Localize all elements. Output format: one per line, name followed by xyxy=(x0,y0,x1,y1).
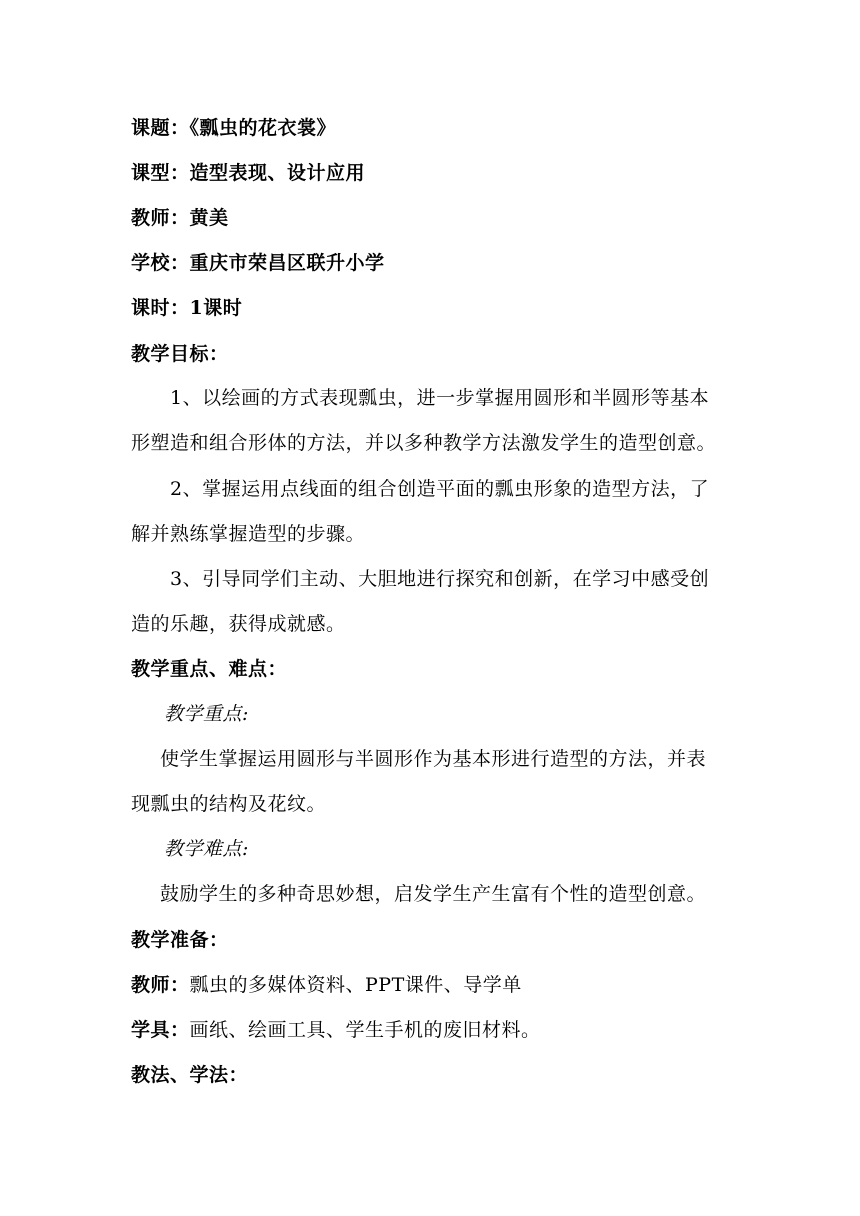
difficult-point-label: 教学难点: xyxy=(164,838,249,860)
lesson-title-line xyxy=(131,116,731,140)
lesson-title-value: 《瓢虫的花衣裳》 xyxy=(189,117,337,139)
teacher-value: 黄美 xyxy=(189,207,229,229)
key-point-line-1: 使学生掌握运用圆形与半圆形作为基本形进行造型的方法，并表 xyxy=(160,748,707,770)
teacher-label: 教师： xyxy=(131,207,190,229)
hours-value: 1课时 xyxy=(189,297,243,319)
objectives-heading: 教学目标： xyxy=(131,343,229,365)
key-point-label: 教学重点: xyxy=(164,703,249,725)
preparation-teacher-value: 瓢虫的多媒体资料、PPT课件、导学单 xyxy=(189,974,522,996)
objective-line-6: 造的乐趣，获得成就感。 xyxy=(131,613,346,635)
teacher-line xyxy=(131,206,731,230)
key-point-line-2: 现瓢虫的结构及花纹。 xyxy=(131,793,327,815)
objective-line-4: 解并熟练掌握造型的步骤。 xyxy=(131,523,366,545)
hours-label: 课时： xyxy=(131,297,190,319)
lesson-type-label: 课型： xyxy=(131,162,190,184)
preparation-teacher-line xyxy=(131,973,731,997)
difficult-point-line-1: 鼓励学生的多种奇思妙想，启发学生产生富有个性的造型创意。 xyxy=(160,883,707,905)
lesson-type-line xyxy=(131,161,731,185)
preparation-student-line xyxy=(131,1018,731,1042)
objective-line-1: 1、以绘画的方式表现瓢虫，进一步掌握用圆形和半圆形等基本 xyxy=(170,387,710,409)
key-points-heading: 教学重点、难点： xyxy=(131,658,288,680)
lesson-type-value: 造型表现、设计应用 xyxy=(189,162,366,184)
objective-line-3: 2、掌握运用点线面的组合创造平面的瓢虫形象的造型方法，了 xyxy=(170,478,710,500)
objective-line-5: 3、引导同学们主动、大胆地进行探究和创新，在学习中感受创 xyxy=(170,568,710,590)
hours-line xyxy=(131,296,731,320)
preparation-heading: 教学准备： xyxy=(131,929,229,951)
lesson-title-label: 课题： xyxy=(131,117,190,139)
school-line xyxy=(131,251,731,275)
methods-heading: 教法、学法： xyxy=(131,1064,249,1086)
objective-line-2: 形塑造和组合形体的方法，并以多种教学方法激发学生的造型创意。 xyxy=(131,432,717,454)
school-label: 学校： xyxy=(131,252,190,274)
preparation-student-label: 学具： xyxy=(131,1019,190,1041)
preparation-teacher-label: 教师： xyxy=(131,974,190,996)
school-value: 重庆市荣昌区联升小学 xyxy=(189,252,385,274)
preparation-student-value: 画纸、绘画工具、学生手机的废旧材料。 xyxy=(189,1019,541,1041)
